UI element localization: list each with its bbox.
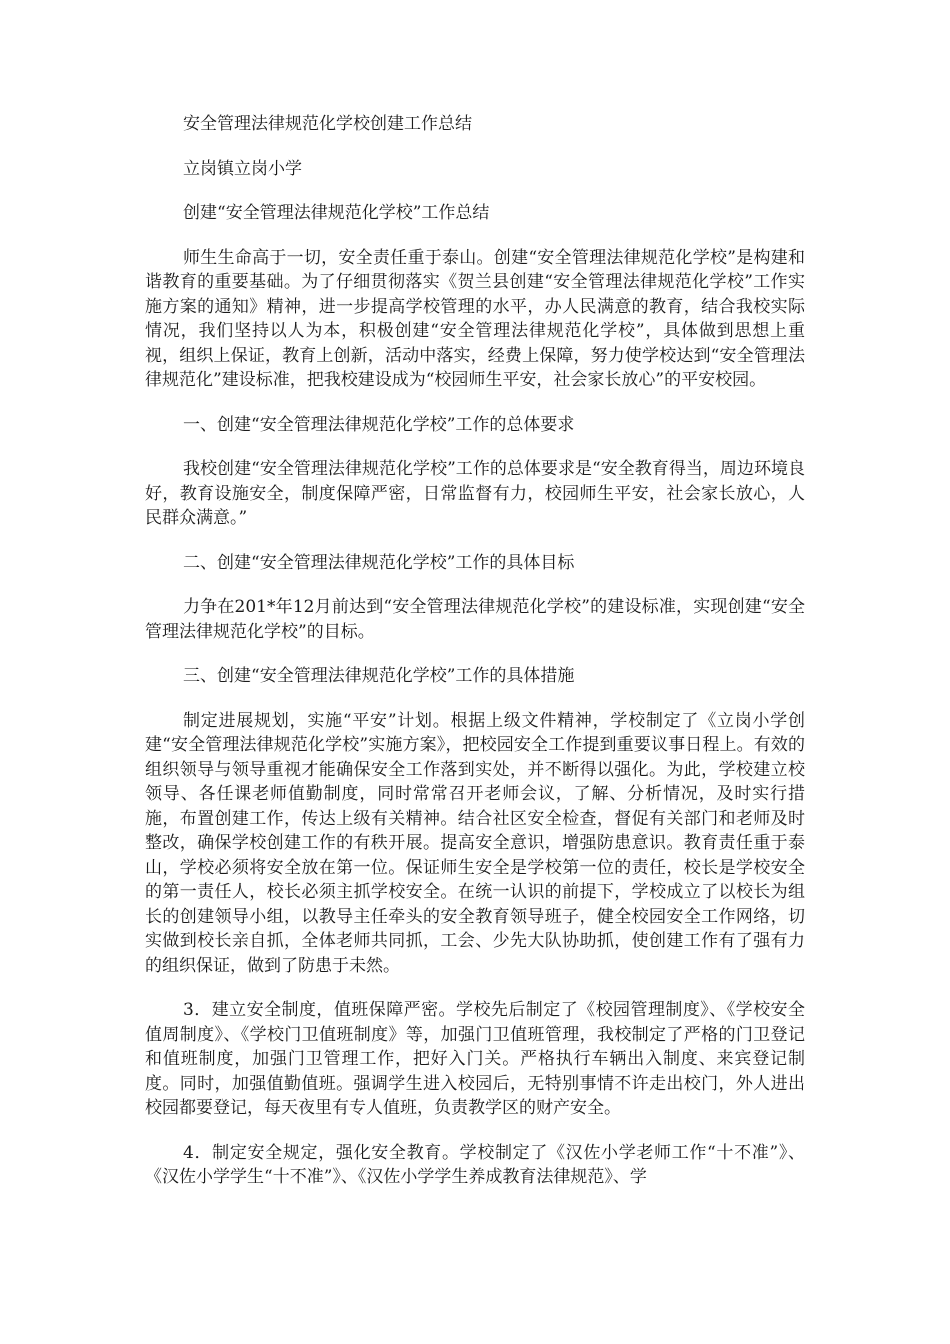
document-title: 安全管理法律规范化学校创建工作总结 [183,114,472,134]
intro-paragraph: 师生生命高于一切，安全责任重于泰山。创建“安全管理法律规范化学校”是构建和谐教育的重要基础。为了仔细贯彻落实《贺兰县创建“安全管理法律规范化学校”工作实施方案的通知》精神，进一步提高学校管理的水平，办人民满意的教育，结合我校实际情况，我们坚持以人为本，积极创建“安全管理法律规范化学校”，具体做到思想上重视，组织上保证，教育上创新，活动中落实，经费上保障，努力使学校达到“安全管理法律规范化”建设标准，把我校建设成为“校园师生平安，社会家长放心”的平安校园。 [145,247,805,390]
document-page [145,112,805,1210]
section-3-paragraph: 制定进展规划，实施“平安”计划。根据上级文件精神，学校制定了《立岗小学创建“安全管理法律规范化学校”实施方案》，把校园安全工作提到重要议事日程上。有效的组织领导与领导重视才能确保安全工作落到实处，并不断得以强化。为此，学校建立校领导、各任课老师值勤制度，同时常常召开老师会议，了解、分析情况，及时实行措施，布置创建工作，传达上级有关精神。结合社区安全检查，督促有关部门和老师及时整改，确保学校创建工作的有秩开展。提高安全意识，增强防患意识。教育责任重于泰山，学校必须将安全放在第一位。保证师生安全是学校第一位的责任，校长是学校安全的第一责任人，校长必须主抓学校安全。在统一认识的前提下，学校成立了以校长为组长的创建领导小组，以教导主任牵头的安全教育领导班子，健全校园安全工作网络，切实做到校长亲自抓，全体老师共同抓，工会、少先大队协助抓，使创建工作有了强有力的组织保证，做到了防患于未然。 [145,710,805,976]
section-1-paragraph: 我校创建“安全管理法律规范化学校”工作的总体要求是“安全教育得当，周边环境良好，教育设施安全，制度保障严密，日常监督有力，校园师生平安，社会家长放心，人民群众满意。” [145,459,805,528]
section-2-paragraph: 力争在201*年12月前达到“安全管理法律规范化学校”的建设标准，实现创建“安全管理法律规范化学校”的目标。 [145,597,805,642]
section-3-heading: 三、创建“安全管理法律规范化学校”工作的具体措施 [183,666,575,686]
item-4-paragraph: 4．制定安全规定，强化安全教育。学校制定了《汉佐小学老师工作“十不准”》、《汉佐小学学生“十不准”》、《汉佐小学学生养成教育法律规范》、学 [145,1142,805,1187]
item-3-paragraph: 3．建立安全制度，值班保障严密。学校先后制定了《校园管理制度》、《学校安全值周制度》、《学校门卫值班制度》等，加强门卫值班管理，我校制定了严格的门卫登记和值班制度，加强门卫管理工作，把好入门关。严格执行车辆出入制度、来宾登记制度。同时，加强值勤值班。强调学生进入校园后，无特别事情不许走出校门，外人进出校园都要登记，每天夜里有专人值班，负责教学区的财产安全。 [145,1000,805,1118]
school-name: 立岗镇立岗小学 [183,158,302,179]
document-subtitle: 创建“安全管理法律规范化学校”工作总结 [183,203,490,223]
section-2-heading: 二、创建“安全管理法律规范化学校”工作的具体目标 [183,552,575,573]
section-1-heading: 一、创建“安全管理法律规范化学校”工作的总体要求 [183,414,575,435]
